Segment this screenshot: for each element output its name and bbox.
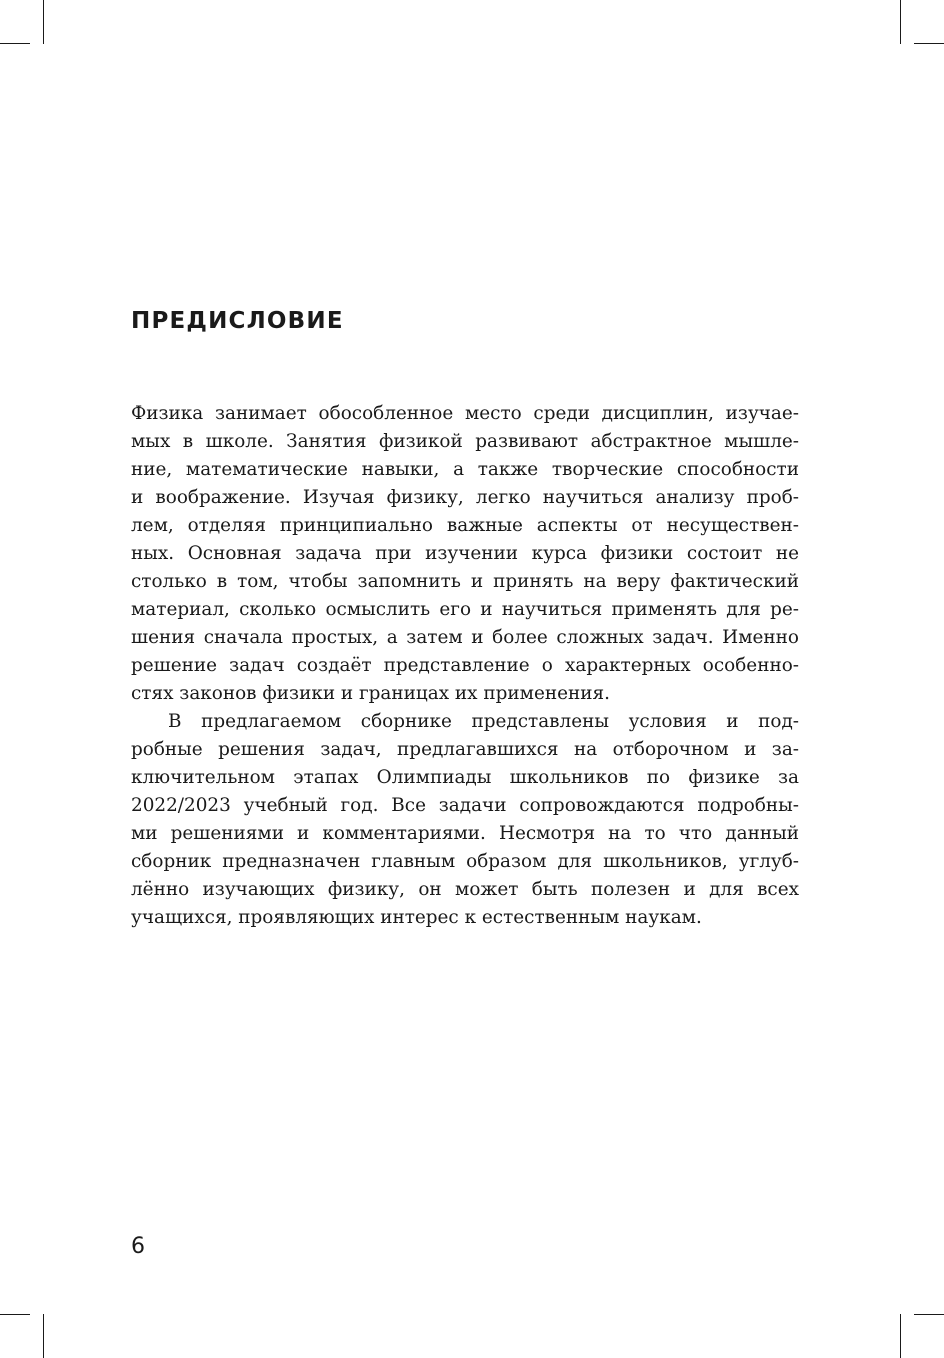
paragraph-line: лем, отделяя принципиально важные аспекты от несуществен- [131, 515, 799, 536]
crop-mark-bottom-left-horizontal [0, 1314, 30, 1315]
paragraph-line: ми решениями и комментариями. Несмотря на то что данный [131, 823, 799, 844]
crop-mark-top-left-vertical [43, 0, 44, 44]
paragraph-line: стях законов физики и границах их применения. [131, 683, 610, 704]
page-title: ПРЕДИСЛОВИЕ [131, 308, 344, 334]
paragraph-line: ние, математические навыки, а также творческие способности [131, 459, 799, 480]
paragraph-line: мых в школе. Занятия физикой развивают абстрактное мышле- [131, 431, 799, 452]
paragraph-1 [131, 400, 799, 708]
paragraph-line: лённо изучающих физику, он может быть полезен и для всех [131, 879, 799, 900]
paragraph-line: и воображение. Изучая физику, легко научиться анализу проб- [131, 487, 799, 508]
crop-mark-bottom-right-vertical [900, 1314, 901, 1358]
paragraph-line: материал, сколько осмыслить его и научиться применять для ре- [131, 599, 799, 620]
paragraph-line: шения сначала простых, а затем и более сложных задач. Именно [131, 627, 799, 648]
paragraph-line: В предлагаемом сборнике представлены условия и под- [168, 711, 799, 732]
crop-mark-top-right-vertical [900, 0, 901, 44]
crop-mark-bottom-right-horizontal [914, 1314, 944, 1315]
crop-mark-top-left-horizontal [0, 43, 30, 44]
paragraph-line: ных. Основная задача при изучении курса физики состоит не [131, 543, 799, 564]
paragraph-line: Физика занимает обособленное место среди дисциплин, изучае- [131, 403, 799, 424]
paragraph-line: учащихся, проявляющих интерес к естественным наукам. [131, 907, 702, 928]
crop-mark-bottom-left-vertical [43, 1314, 44, 1358]
preface-body [131, 400, 799, 932]
paragraph-line: ключительном этапах Олимпиады школьников по физике за [131, 767, 799, 788]
paragraph-line: 2022/2023 учебный год. Все задачи сопровождаются подробны- [131, 795, 799, 816]
crop-mark-top-right-horizontal [914, 43, 944, 44]
paragraph-line: сборник предназначен главным образом для школьников, углуб- [131, 851, 799, 872]
paragraph-line: столько в том, чтобы запомнить и принять на веру фактический [131, 571, 799, 592]
paragraph-line: робные решения задач, предлагавшихся на отборочном и за- [131, 739, 799, 760]
paragraph-2 [131, 708, 799, 932]
page-number: 6 [131, 1234, 145, 1259]
paragraph-line: решение задач создаёт представление о характерных особенно- [131, 655, 799, 676]
